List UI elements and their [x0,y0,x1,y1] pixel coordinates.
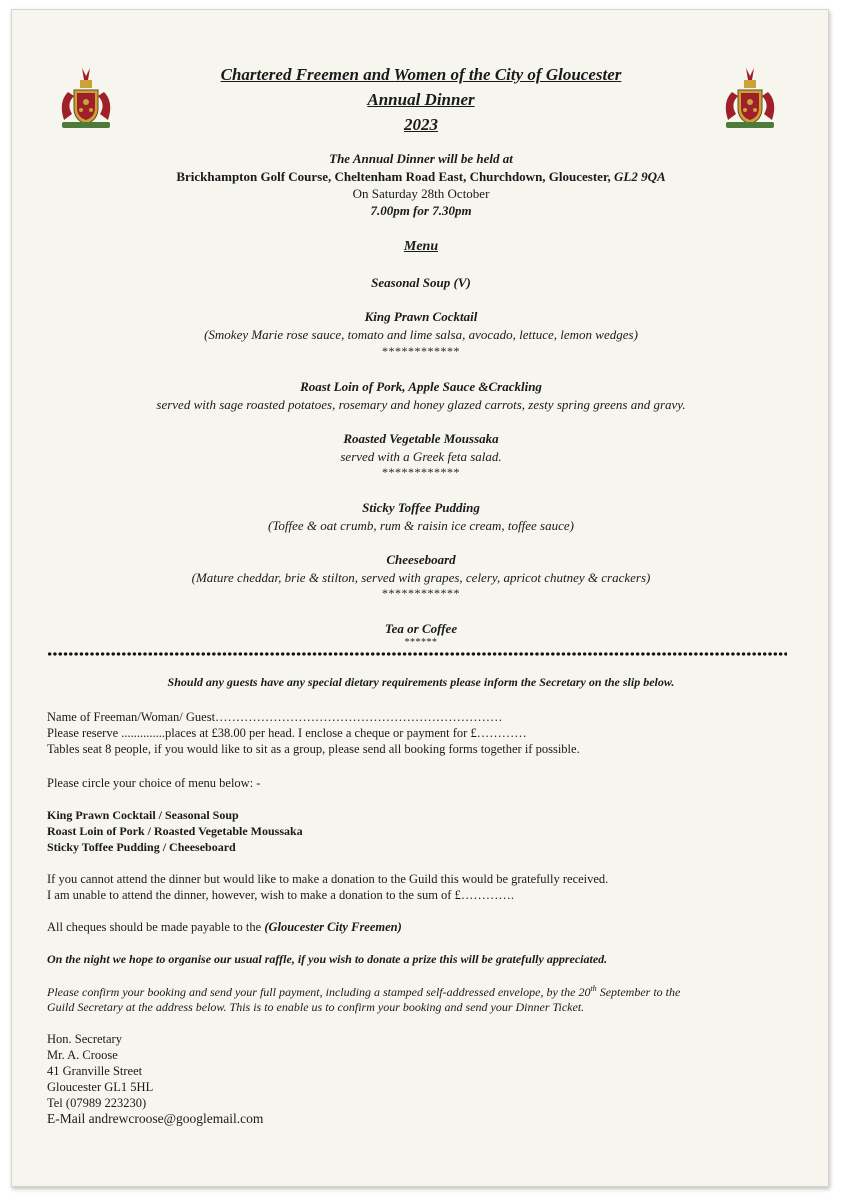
menu-choice-main: Roast Loin of Pork / Roasted Vegetable Moussaka [47,824,303,838]
confirm-note-line2: Guild Secretary at the address below. This is to enable us to confirm your booking and send your Dinner Ticket. [47,1000,585,1014]
event-intro: The Annual Dinner will be held at [329,151,513,166]
cheque-payee-prefix: All cheques should be made payable to the [47,920,265,934]
cheque-payee-note [47,920,402,935]
event-date: On Saturday 28th October [352,186,490,201]
menu-separator: ****** [404,637,438,648]
venue-text: Brickhampton Golf Course, Cheltenham Road East, Churchdown, Gloucester, [176,169,615,184]
secretary-role: Hon. Secretary [47,1032,122,1046]
menu-choice-starter: King Prawn Cocktail / Seasonal Soup [47,808,239,822]
ordinal-suffix: th [590,984,597,993]
confirm-text-end: September to the [596,985,681,999]
confirm-text: Please confirm your booking and send your full payment, including a stamped self-addressed envelope, by the 20 [47,985,591,999]
event-time: 7.00pm for 7.30pm [370,203,472,218]
menu-pork-description: served with sage roasted potatoes, rosemary and honey glazed carrots, zesty spring greens and gravy. [156,397,686,412]
secretary-town: Gloucester GL1 5HL [47,1080,154,1094]
menu-prawn: King Prawn Cocktail [364,309,478,324]
menu-moussaka-description: served with a Greek feta salad. [340,449,502,464]
menu-separator: ************ [382,586,460,600]
document-year: 2023 [404,115,438,134]
menu-cheeseboard: Cheeseboard [386,552,456,567]
dietary-notice: Should any guests have any special dietary requirements please inform the Secretary on the slip below. [167,675,675,689]
cheque-payee-name: (Gloucester City Freemen) [264,920,402,934]
menu-choice-instruction: Please circle your choice of menu below: - [47,776,261,790]
menu-separator: ************ [382,465,460,479]
secretary-phone: Tel (07989 223230) [47,1096,147,1110]
menu-prawn-description: (Smokey Marie rose sauce, tomato and lime salsa, avocado, lettuce, lemon wedges) [204,327,638,342]
document-page [11,9,829,1187]
document-subtitle: Annual Dinner [367,90,475,109]
menu-cheeseboard-description: (Mature cheddar, brie & stilton, served with grapes, celery, apricot chutney & crackers) [191,570,651,585]
name-field-line: Name of Freeman/Woman/ Guest…………………………………………………………… [47,710,503,724]
menu-soup: Seasonal Soup (V) [371,275,471,290]
venue-postcode: GL2 9QA [614,169,666,184]
menu-pork: Roast Loin of Pork, Apple Sauce &Crackling [300,379,542,394]
menu-tea-coffee: Tea or Coffee [384,621,458,636]
confirm-note-line1 [47,984,680,1000]
secretary-street: 41 Granville Street [47,1064,143,1078]
secretary-email[interactable]: E-Mail andrewcroose@googlemail.com [47,1111,264,1126]
document-title: Chartered Freemen and Women of the City of Gloucester [220,65,622,84]
tables-note: Tables seat 8 people, if you would like to sit as a group, please send all booking forms together if possible. [47,742,580,756]
menu-pudding: Sticky Toffee Pudding [362,500,480,515]
menu-choice-dessert: Sticky Toffee Pudding / Cheeseboard [47,840,236,854]
menu-heading: Menu [403,239,439,254]
event-venue [12,169,830,185]
reserve-field-line: Please reserve ..............places at £38.00 per head. I enclose a cheque or payment for £………… [47,726,527,740]
raffle-note: On the night we hope to organise our usual raffle, if you wish to donate a prize this will be gratefully appreciated. [47,952,608,966]
menu-moussaka: Roasted Vegetable Moussaka [343,431,499,446]
menu-pudding-description: (Toffee & oat crumb, rum & raisin ice cream, toffee sauce) [268,518,574,533]
dotted-divider [47,651,787,657]
menu-separator: ************ [382,344,460,358]
secretary-name: Mr. A. Croose [47,1048,118,1062]
donation-amount-line: I am unable to attend the dinner, however, wish to make a donation to the sum of £…………. [47,888,514,902]
donation-note: If you cannot attend the dinner but would like to make a donation to the Guild this would be gratefully received. [47,872,609,886]
